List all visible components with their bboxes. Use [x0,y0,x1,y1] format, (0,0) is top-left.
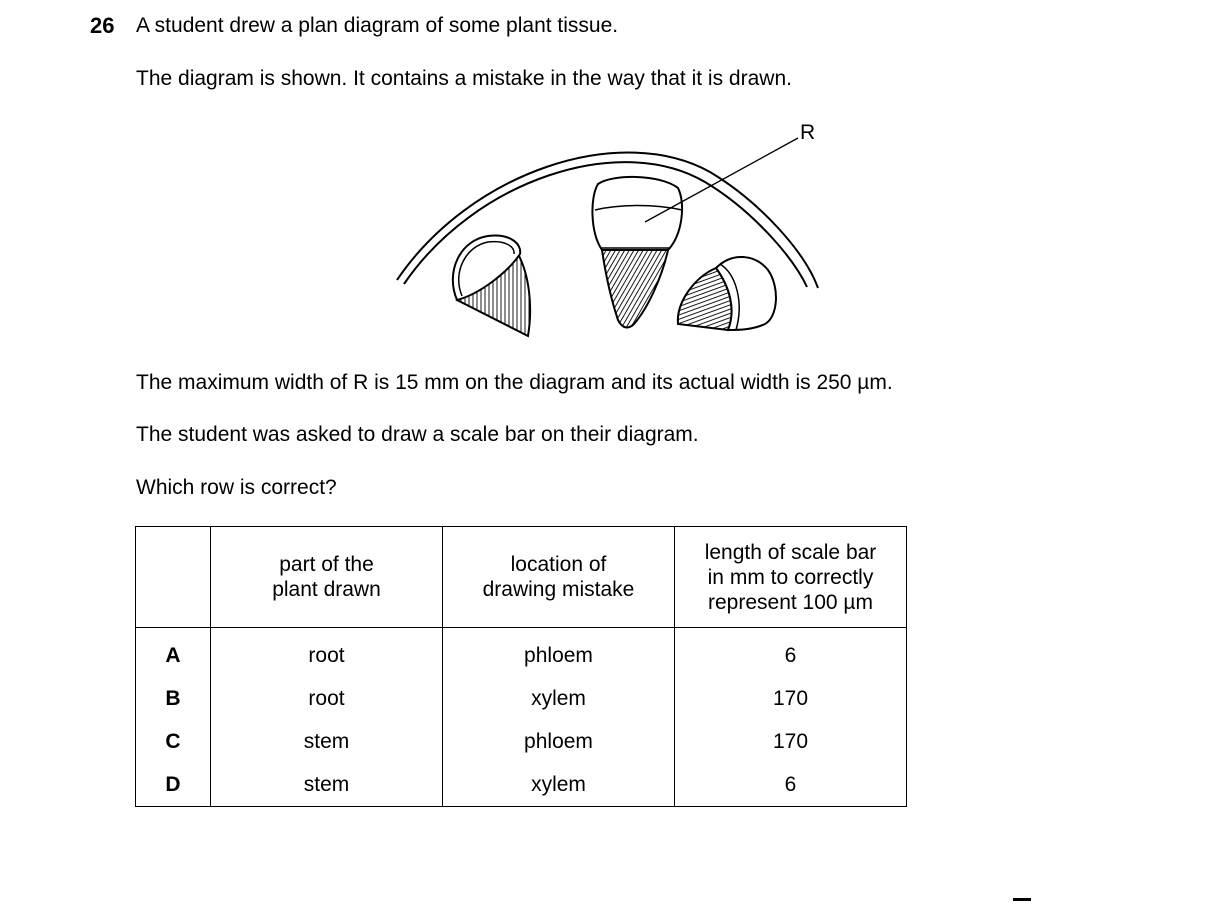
row-letter: B [136,677,211,720]
row-location: xylem [443,677,675,720]
question-prompt: Which row is correct? [136,476,337,499]
vascular-bundle-right [678,257,776,330]
label-leader-line [645,138,798,222]
task-statement: The student was asked to draw a scale bar on their diagram. [136,423,699,446]
vascular-bundle-middle [592,177,682,328]
row-location: phloem [443,628,675,678]
header-length: length of scale bar in mm to correctly represent 100 µm [675,527,907,628]
table-header-row [136,527,907,628]
question-intro: A student drew a plan diagram of some plant tissue. [136,14,619,37]
row-length: 6 [675,628,907,678]
table-row[interactable] [136,763,907,807]
row-letter: C [136,720,211,763]
row-part: stem [211,763,443,807]
row-length: 170 [675,720,907,763]
answer-table [135,526,907,807]
diagram-note: The diagram is shown. It contains a mistake in the way that it is drawn. [136,67,792,90]
row-location: xylem [443,763,675,807]
table-row[interactable] [136,677,907,720]
page-edge-mark [1013,898,1031,901]
table-row[interactable] [136,720,907,763]
width-statement: The maximum width of R is 15 mm on the diagram and its actual width is 250 µm. [136,371,893,394]
row-letter: D [136,763,211,807]
plant-tissue-diagram [380,112,850,352]
header-letter [136,527,211,628]
table-row[interactable] [136,628,907,678]
question-number: 26 [90,13,115,38]
label-r: R [800,121,816,144]
row-part: root [211,677,443,720]
row-length: 170 [675,677,907,720]
row-location: phloem [443,720,675,763]
row-part: root [211,628,443,678]
row-part: stem [211,720,443,763]
header-part: part of the plant drawn [211,527,443,628]
header-location: location of drawing mistake [443,527,675,628]
vascular-bundle-left [453,235,530,336]
row-length: 6 [675,763,907,807]
row-letter: A [136,628,211,678]
